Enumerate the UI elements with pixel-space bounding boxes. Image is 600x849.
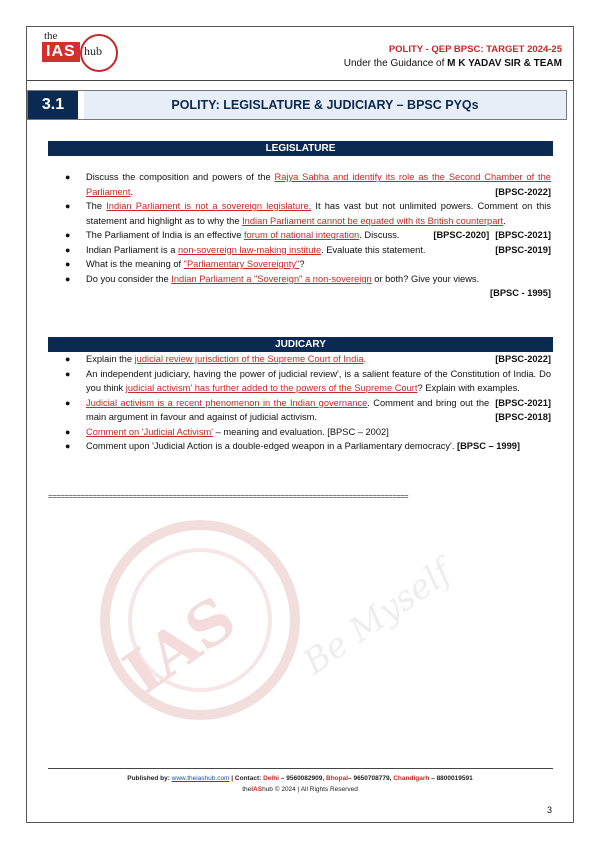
year-tag: [BPSC-2020] <box>433 230 490 240</box>
list-item: ● The Indian Parliament is not a sovereign legislature. It has vast but not unlimited powers. Comment on this statement and highlight as to why the Indian Parliament cannot be equated with its British counterpart. [BPSC-2021] <box>48 199 553 228</box>
footer-contact: Published by: www.theiashub.com | Contact: Delhi – 9560082909, Bhopal– 9650708779, Chandigarh – 8800019591 <box>127 775 473 782</box>
logo-ias: IAS <box>42 42 80 62</box>
bullet-icon: ● <box>65 230 71 240</box>
judiciary-questions <box>48 352 553 454</box>
bullet-icon: ● <box>65 441 71 451</box>
year-tag: [BPSC-2021] <box>495 397 551 408</box>
bullet-icon: ● <box>65 426 71 437</box>
footer-rights: theIAShub © 2024 | All Rights Reserved <box>242 786 358 793</box>
logo-the: the <box>44 30 58 42</box>
year-tag: [BPSC-2022] <box>495 186 551 197</box>
year-tag: [BPSC-2018] <box>495 412 551 422</box>
bullet-icon: ● <box>65 201 71 211</box>
list-item: ● Discuss the composition and powers of the Rajya Sabha and identify its role as the Second Chamber of the Parliament. [BPSC-2022] <box>48 170 553 199</box>
bullet-icon: ● <box>65 172 71 182</box>
divider-line: ========================================================================================== <box>48 494 409 502</box>
legislature-questions <box>48 170 553 301</box>
guidance-name: M K YADAV SIR & TEAM <box>447 58 562 69</box>
svg-text:Be Myself: Be Myself <box>296 552 460 683</box>
bullet-icon: ● <box>65 259 71 269</box>
footer-rule <box>48 768 553 769</box>
bullet-icon: ● <box>65 397 71 408</box>
page-number: 3 <box>546 805 552 815</box>
theiashub-logo <box>40 30 124 76</box>
list-item: ● Explain the judicial review jurisdiction of the Supreme Court of India. [BPSC-2022] <box>48 352 553 367</box>
year-tag: [BPSC-2022] <box>495 354 551 364</box>
guidance-line: Under the Guidance of M K YADAV SIR & TEAM <box>343 58 562 69</box>
list-item: ● The Parliament of India is an effective forum of national integration. Discuss. [BPSC-2020] <box>48 228 553 243</box>
svg-text:IAS: IAS <box>111 583 249 709</box>
bullet-icon: ● <box>65 368 71 379</box>
website-link[interactable]: www.theiashub.com <box>171 775 230 782</box>
bullet-icon: ● <box>65 273 71 284</box>
year-tag: [BPSC-2019] <box>495 244 551 255</box>
list-item: ● Do you consider the Indian Parliament a "Sovereign" a non-sovereign or both? Give your views. [BPSC - 1995] <box>48 272 553 301</box>
list-item: ● Comment upon 'Judicial Action is a double-edged weapon in a Parliamentary democracy'. [BPSC – 1999] <box>48 439 553 454</box>
list-item: ● An independent judiciary, having the power of judicial review', is a salient feature of the Constitution of India. Do you think judicial activism' has further added to the powers of the Supreme Court? Explain with examples. [BPSC-2021] <box>48 367 553 396</box>
section-number: 3.1 <box>28 91 78 119</box>
list-item: ● Comment on 'Judicial Activism' – meaning and evaluation. [BPSC – 2002] <box>48 425 553 440</box>
list-item: ● Indian Parliament is a non-sovereign law-making institute. Evaluate this statement. [BPSC-2019] <box>48 243 553 258</box>
section-header <box>27 90 567 120</box>
course-title: POLITY - QEP BPSC: TARGET 2024-25 <box>388 44 562 55</box>
bullet-icon: ● <box>65 244 71 255</box>
legislature-heading: LEGISLATURE <box>48 141 553 156</box>
bullet-icon: ● <box>65 354 71 364</box>
judiciary-heading: JUDICARY <box>48 337 553 352</box>
header-rule <box>27 80 573 81</box>
header-info <box>344 44 562 69</box>
section-title: POLITY: LEGISLATURE & JUDICIARY – BPSC PYQs <box>84 91 566 119</box>
logo-hub: hub <box>84 44 102 58</box>
list-item: ● What is the meaning of "Parliamentary Sovereignty"? <box>48 257 553 272</box>
year-tag: [BPSC – 1999] <box>456 441 521 451</box>
year-tag: [BPSC-2021] <box>495 230 551 240</box>
year-tag: [BPSC - 1995] <box>490 288 551 298</box>
list-item: ● Judicial activism is a recent phenomenon in the Indian governance. Comment and bring out the main argument in favour and against of judicial activism. [BPSC-2018] <box>48 396 553 425</box>
